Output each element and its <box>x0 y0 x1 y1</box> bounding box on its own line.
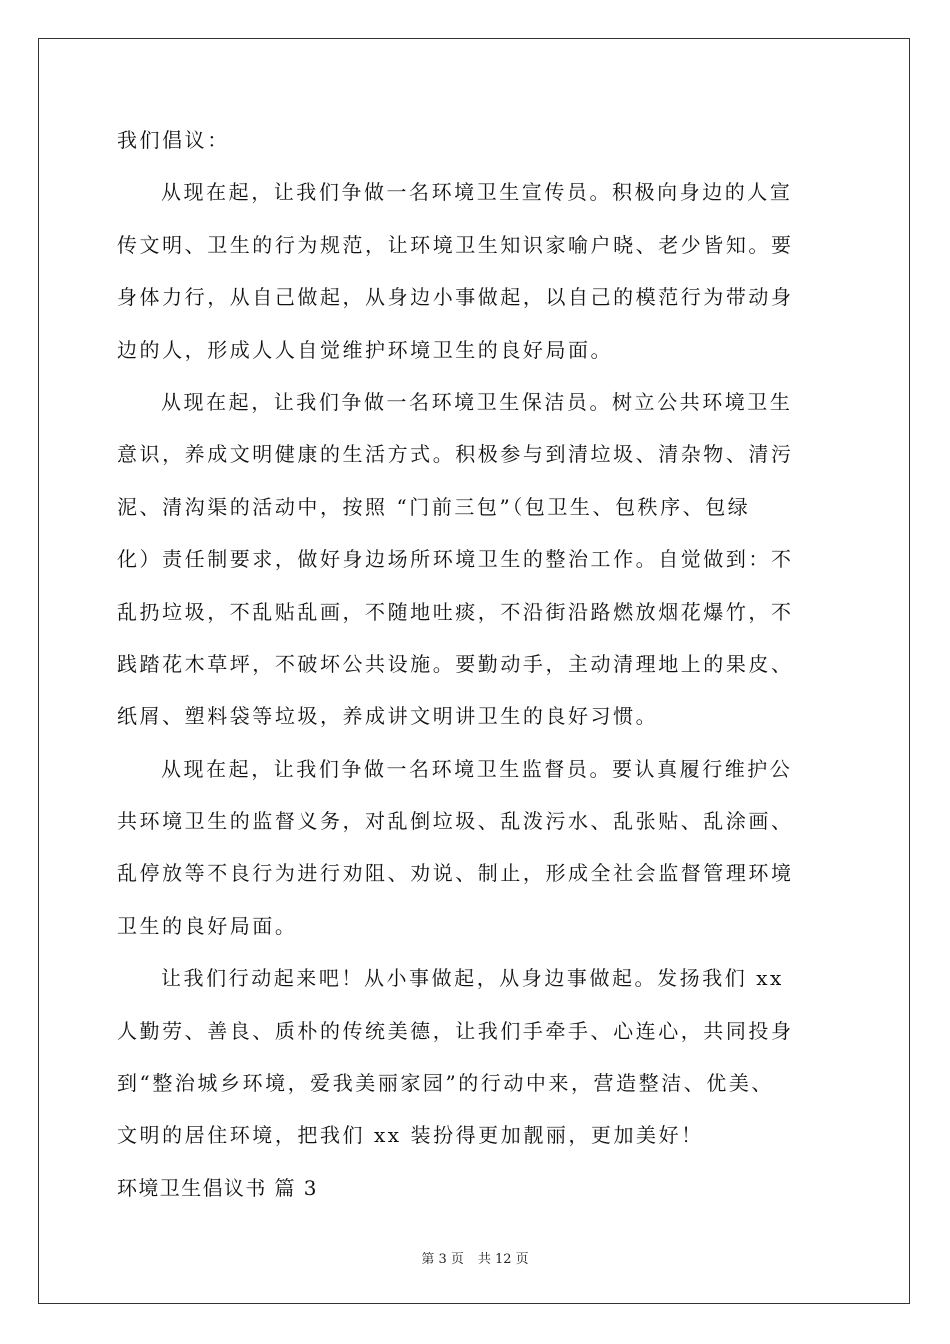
text-line: 泥、清沟渠的活动中，按照 “门前三包”（包卫生、包秩序、包绿 <box>117 494 751 519</box>
document-body <box>117 128 837 1228</box>
text-line: 传文明、卫生的行为规范，让环境卫生知识家喻户晓、老少皆知。要 <box>117 232 794 257</box>
text-line: 从现在起，让我们争做一名环境卫生宣传员。积极向身边的人宣 <box>161 180 793 205</box>
section-heading: 环境卫生倡议书 篇 3 <box>117 1175 318 1200</box>
page-number: 第 3 页 <box>421 1252 464 1267</box>
text-line: 化）责任制要求，做好身边场所环境卫生的整治工作。自觉做到：不 <box>117 547 794 572</box>
text-line: 乱扔垃圾，不乱贴乱画，不随地吐痰，不沿街沿路燃放烟花爆竹，不 <box>117 599 794 624</box>
text-line: 从现在起，让我们争做一名环境卫生监督员。要认真履行维护公 <box>161 756 793 781</box>
text-line: 意识，养成文明健康的生活方式。积极参与到清垃圾、清杂物、清污 <box>117 442 794 467</box>
text-line: 文明的居住环境，把我们 xx 装扮得更加靓丽，更加美好！ <box>117 1123 704 1148</box>
text-line: 边的人，形成人人自觉维护环境卫生的良好局面。 <box>117 337 614 362</box>
text-line: 我们倡议： <box>117 128 230 152</box>
text-line: 共环境卫生的监督义务，对乱倒垃圾、乱泼污水、乱张贴、乱涂画、 <box>117 809 794 834</box>
text-line: 到“整治城乡环境，爱我美丽家园”的行动中来，营造整洁、优美、 <box>117 1071 774 1096</box>
page-footer <box>0 1248 950 1267</box>
text-line: 践踏花木草坪，不破坏公共设施。要勤动手，主动清理地上的果皮、 <box>117 651 794 676</box>
text-line: 从现在起，让我们争做一名环境卫生保洁员。树立公共环境卫生 <box>161 389 793 414</box>
text-line: 人勤劳、善良、质朴的传统美德，让我们手牵手、心连心，共同投身 <box>117 1018 794 1043</box>
text-line: 纸屑、塑料袋等垃圾，养成讲文明讲卫生的良好习惯。 <box>117 704 659 729</box>
page-total: 共 12 页 <box>477 1252 529 1267</box>
text-line: 身体力行，从自己做起，从身边小事做起，以自己的模范行为带动身 <box>117 285 794 310</box>
text-line: 让我们行动起来吧！从小事做起，从身边事做起。发扬我们 xx <box>161 966 784 991</box>
text-line: 卫生的良好局面。 <box>117 913 298 938</box>
text-line: 乱停放等不良行为进行劝阻、劝说、制止，形成全社会监督管理环境 <box>117 861 794 886</box>
